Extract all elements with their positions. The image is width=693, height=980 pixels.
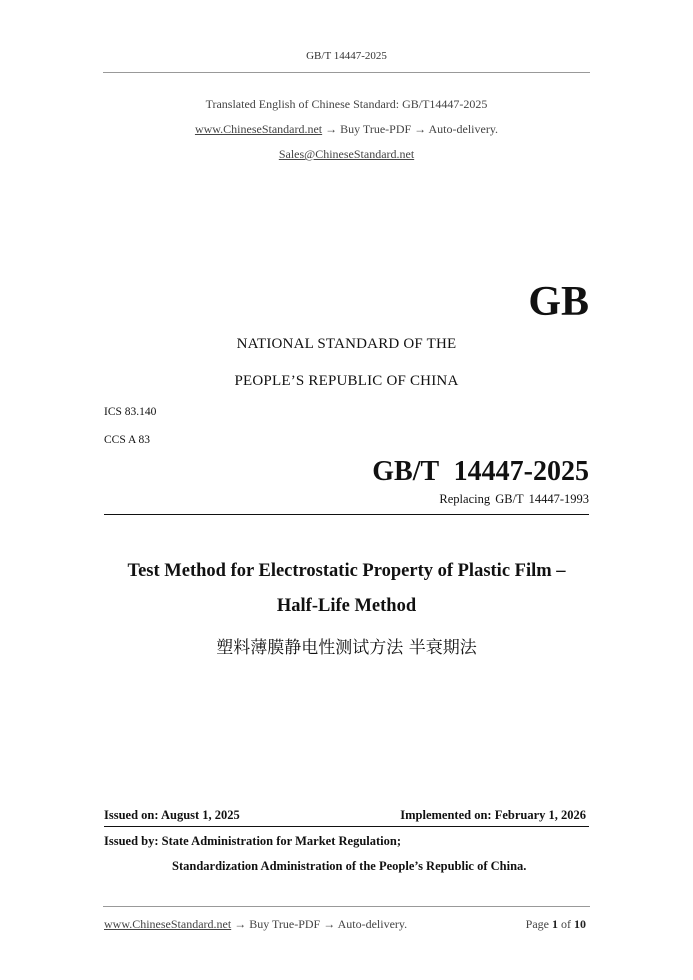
document-title-chinese: 塑料薄膜静电性测试方法 半衰期法 bbox=[216, 638, 477, 658]
implemented-on: Implemented on: February 1, 2026 bbox=[400, 808, 586, 822]
footer-links bbox=[104, 917, 407, 932]
footer-divider bbox=[103, 906, 590, 907]
buy-text: Buy True-PDF bbox=[340, 122, 412, 136]
sales-email-link[interactable]: Sales@ChineseStandard.net bbox=[278, 147, 415, 161]
page-indicator bbox=[526, 917, 586, 932]
translation-links bbox=[0, 122, 693, 137]
standard-number: GB/T 14447-2025 bbox=[372, 456, 589, 487]
footer-site-link[interactable]: www.ChineseStandard.net bbox=[104, 917, 232, 931]
arrow-icon: → bbox=[414, 122, 427, 136]
arrow-icon: → bbox=[323, 917, 336, 931]
translation-notice: Translated English of Chinese Standard: GB/T14447-2025 bbox=[205, 97, 488, 111]
national-standard-line2: PEOPLE’S REPUBLIC OF CHINA bbox=[234, 373, 459, 389]
page-number: 1 bbox=[552, 917, 558, 931]
arrow-icon: → bbox=[325, 122, 338, 136]
gb-logo: GB bbox=[528, 279, 589, 325]
issue-divider bbox=[104, 826, 589, 827]
chinese-standard-link[interactable]: www.ChineseStandard.net bbox=[194, 122, 323, 136]
replacing-note: Replacing GB/T 14447-1993 bbox=[439, 492, 589, 506]
page-label: Page bbox=[525, 917, 549, 931]
issued-by-line1: Issued by: State Administration for Market Regulation; bbox=[104, 834, 401, 848]
footer-delivery-text: Auto-delivery. bbox=[337, 917, 408, 931]
ccs-code: CCS A 83 bbox=[104, 434, 151, 446]
email-line bbox=[0, 147, 693, 162]
arrow-icon: → bbox=[234, 917, 247, 931]
delivery-text: Auto-delivery. bbox=[428, 122, 499, 136]
footer-buy-text: Buy True-PDF bbox=[249, 917, 321, 931]
national-standard-line1: NATIONAL STANDARD OF THE bbox=[236, 336, 457, 352]
ics-code: ICS 83.140 bbox=[104, 406, 157, 418]
total-pages: 10 bbox=[574, 917, 586, 931]
of-label: of bbox=[561, 917, 571, 931]
issue-dates-row bbox=[104, 808, 586, 823]
issued-on: Issued on: August 1, 2025 bbox=[104, 808, 240, 822]
document-title-line2: Half-Life Method bbox=[276, 596, 417, 616]
page-footer bbox=[104, 917, 586, 932]
issued-by-line2: Standardization Administration of the People’s Republic of China. bbox=[172, 859, 527, 873]
header-divider bbox=[103, 72, 590, 73]
document-title-line1: Test Method for Electrostatic Property of Plastic Film – bbox=[127, 561, 566, 581]
running-header: GB/T 14447-2025 bbox=[306, 50, 387, 62]
title-divider bbox=[104, 514, 589, 515]
